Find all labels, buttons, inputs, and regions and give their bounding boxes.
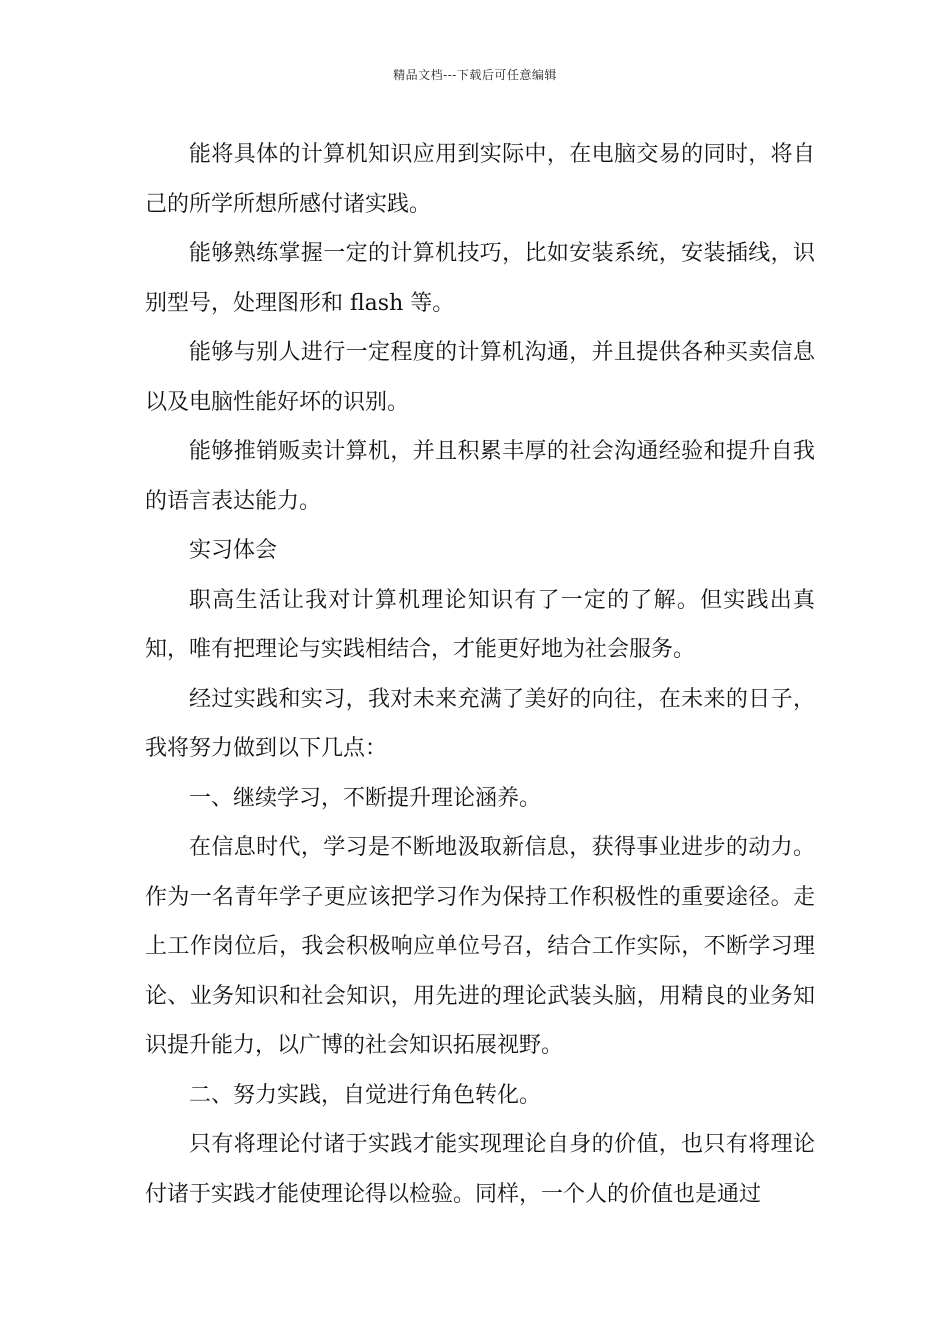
point-heading-1: 一、继续学习，不断提升理论涵养。 — [189, 785, 542, 811]
page-header: 精品文档---下载后可任意编辑 — [393, 68, 557, 82]
paragraph-2: 能够熟练掌握一定的计算机技巧，比如安装系统，安装插线，识别型号，处理图形和 flash 等。 — [145, 241, 815, 316]
paragraph-1: 能将具体的计算机知识应用到实际中，在电脑交易的同时，将自己的所学所想所感付诸实践。 — [145, 142, 815, 217]
paragraph-3: 能够与别人进行一定程度的计算机沟通，并且提供各种买卖信息以及电脑性能好坏的识别。 — [145, 340, 815, 415]
paragraph-5: 职高生活让我对计算机理论知识有了一定的了解。但实践出真知，唯有把理论与实践相结合，才能更好地为社会服务。 — [145, 587, 815, 662]
paragraph-6: 经过实践和实习，我对未来充满了美好的向往，在未来的日子，我将努力做到以下几点： — [145, 686, 815, 761]
paragraph-7: 在信息时代，学习是不断地汲取新信息，获得事业进步的动力。作为一名青年学子更应该把学习作为保持工作积极性的重要途径。走上工作岗位后，我会积极响应单位号召，结合工作实际，不断学习理论、业务知识和社会知识，用先进的理论武装头脑，用精良的业务知识提升能力，以广博的社会知识拓展视野。 — [145, 835, 815, 1058]
section-heading-internship-reflection: 实习体会 — [189, 538, 278, 563]
document-body — [145, 130, 815, 1219]
paragraph-8: 只有将理论付诸于实践才能实现理论自身的价值，也只有将理论付诸于实践才能使理论得以检验。同样，一个人的价值也是通过 — [145, 1132, 815, 1207]
paragraph-4: 能够推销贩卖计算机，并且积累丰厚的社会沟通经验和提升自我的语言表达能力。 — [145, 439, 815, 514]
point-heading-2: 二、努力实践，自觉进行角色转化。 — [189, 1082, 542, 1108]
